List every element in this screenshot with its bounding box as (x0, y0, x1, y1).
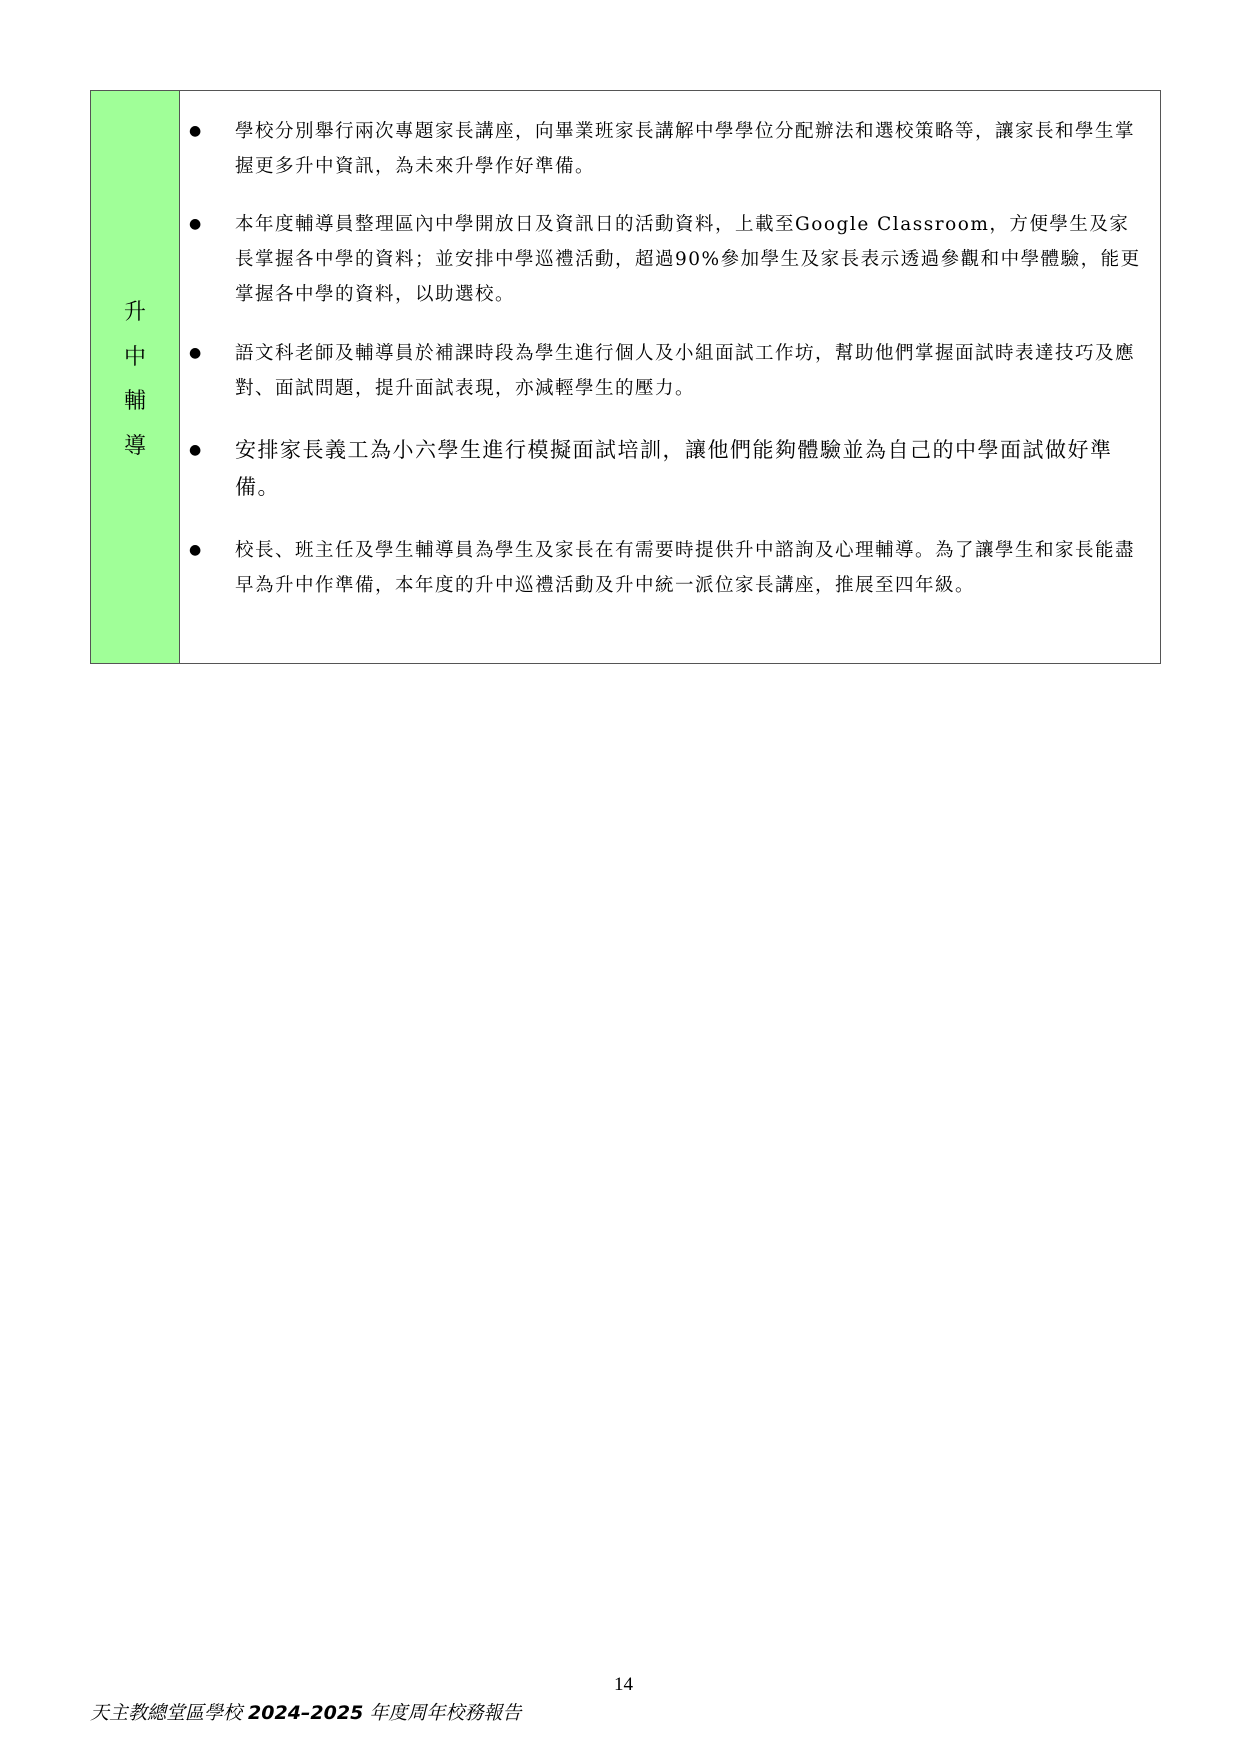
label-char: 輔 (123, 389, 146, 414)
page-number: 14 (614, 1674, 633, 1695)
section-table (90, 90, 1161, 664)
label-char: 中 (123, 344, 146, 370)
section-label-cell (91, 91, 180, 663)
list-item (189, 432, 1146, 506)
bullet-icon: ● (189, 542, 203, 558)
item-text: 校長、班主任及學生輔導員為學生及家長在有需要時提供升中諮詢及心理輔導。為了讓學生和家長能盡早為升中作準備，本年度的升中巡禮活動及升中統一派位家長講座，推展至四年級。 (235, 540, 1136, 596)
item-text: 安排家長義工為小六學生進行模擬面試培訓，讓他們能夠體驗並為自己的中學面試做好準備。 (235, 438, 1113, 499)
list-item (189, 336, 1146, 406)
list-item (189, 533, 1146, 603)
list-item (189, 207, 1146, 312)
footer (90, 1698, 521, 1725)
item-text: 學校分別舉行兩次專題家長講座，向畢業班家長講解中學學位分配辦法和選校策略等，讓家長和學生掌握更多升中資訊，為未來升學作好準備。 (235, 121, 1136, 177)
label-char: 升 (123, 300, 146, 325)
footer-suffix: 年度周年校務報告 (363, 1702, 522, 1724)
footer-years: 2024–2025 (248, 1702, 364, 1724)
item-text: 本年度輔導員整理區內中學開放日及資訊日的活動資料，上載至Google Classroom，方便學生及家長掌握各中學的資料；並安排中學巡禮活動，超過90%參加學生及家長表示透過參觀和中學體驗，能更掌握各中學的資料，以助選校。 (235, 214, 1141, 305)
list-item (189, 114, 1146, 184)
label-char: 導 (123, 433, 146, 459)
bullet-icon: ● (189, 123, 203, 139)
item-text: 語文科老師及輔導員於補課時段為學生進行個人及小組面試工作坊，幫助他們掌握面試時表達技巧及應對、面試問題，提升面試表現，亦減輕學生的壓力。 (235, 343, 1136, 399)
section-label (91, 291, 179, 469)
section-content (180, 91, 1160, 663)
bullet-icon: ● (189, 216, 203, 232)
bullet-icon: ● (189, 345, 203, 361)
bullet-icon: ● (189, 442, 203, 458)
footer-school: 天主教總堂區學校 (90, 1702, 249, 1724)
